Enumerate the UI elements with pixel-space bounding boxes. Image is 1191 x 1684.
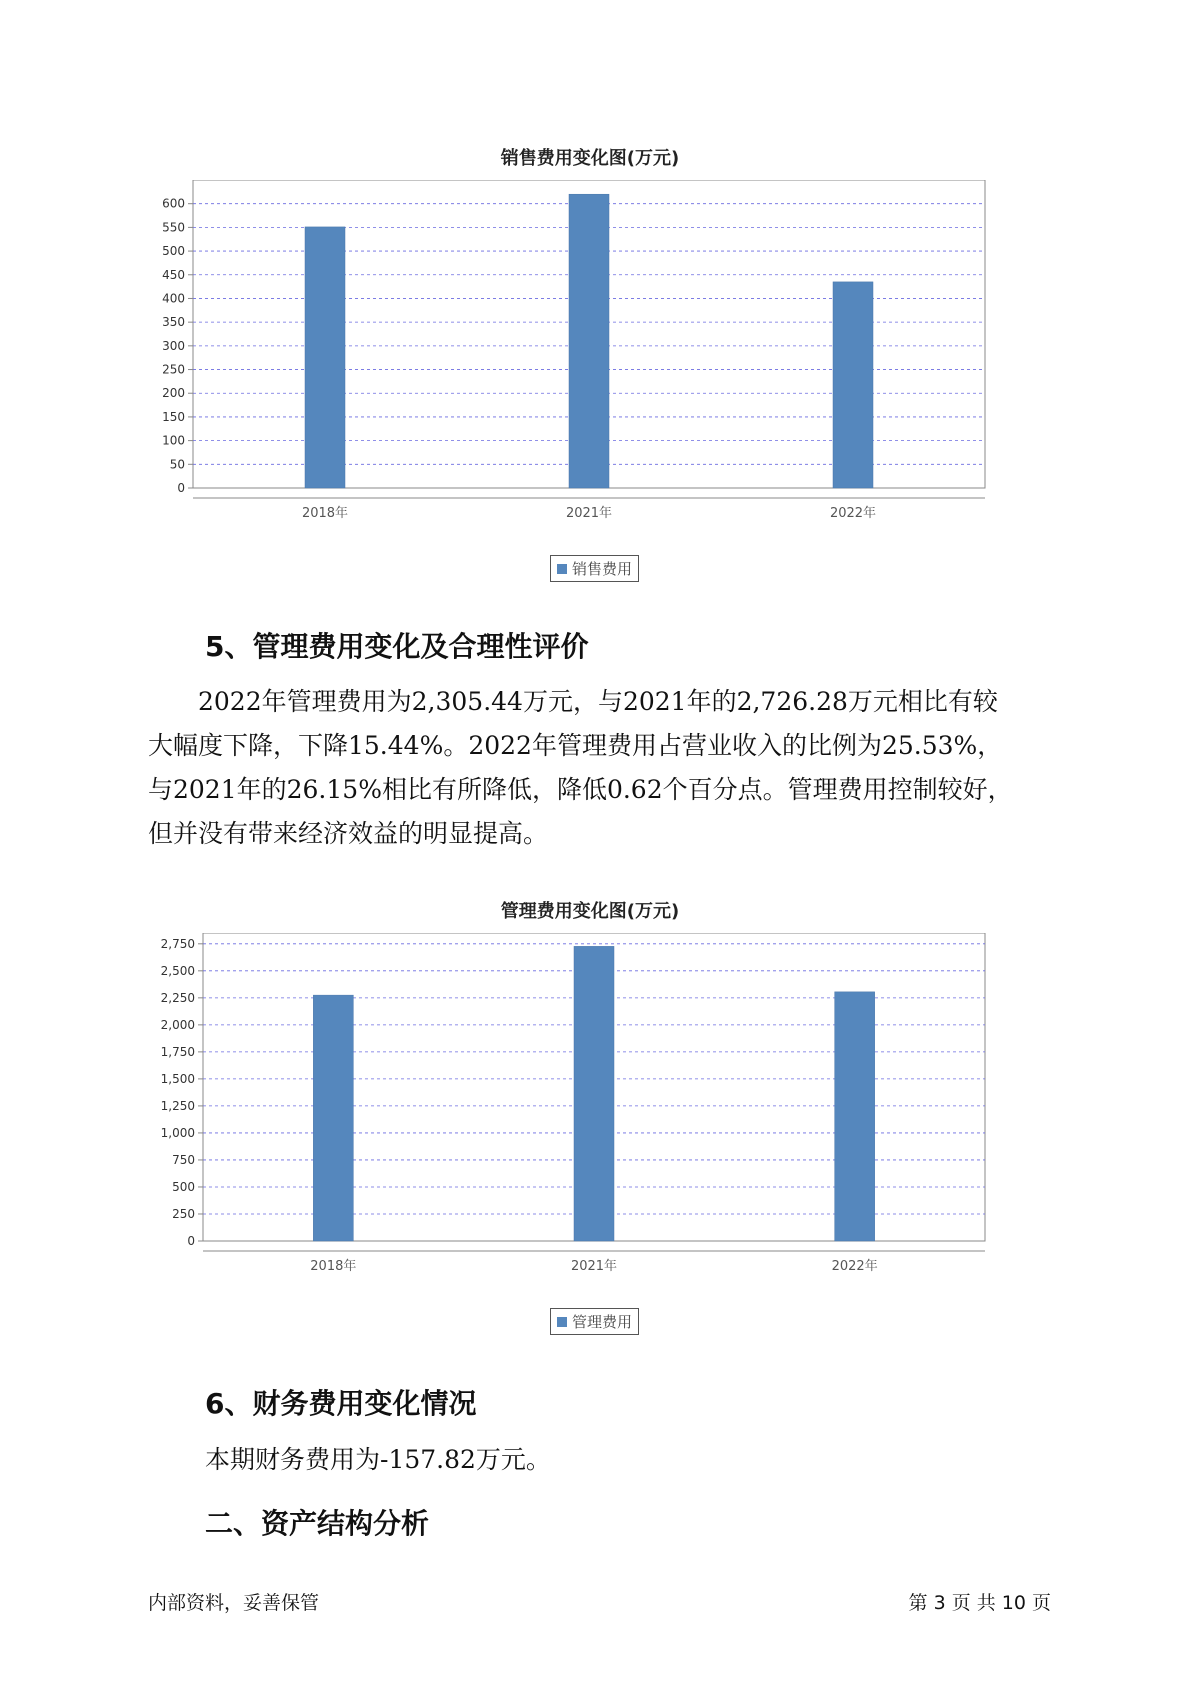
y-tick-label: 0 <box>177 481 185 495</box>
footer-left: 内部资料，妥善保管 <box>148 1592 320 1614</box>
chart-title: 管理费用变化图(万元) <box>500 901 680 922</box>
admin-expense-chart <box>150 893 1030 1343</box>
y-tick-label: 200 <box>162 386 185 401</box>
paragraph-line: 2022年管理费用为2,305.44万元，与2021年的2,726.28万元相比有较 <box>148 687 998 716</box>
y-tick-label: 750 <box>172 1152 195 1167</box>
y-tick-label: 1,500 <box>160 1071 195 1086</box>
sales-expense-chart <box>150 140 1030 590</box>
y-tick-label: 0 <box>187 1234 195 1248</box>
y-tick-label: 2,000 <box>160 1017 195 1032</box>
chart-legend <box>550 555 639 582</box>
section-5-paragraph <box>148 680 1048 856</box>
legend-label: 销售费用 <box>572 560 633 578</box>
y-tick-label: 450 <box>162 267 185 282</box>
x-tick-label: 2018年 <box>310 1259 357 1274</box>
paragraph-line: 但并没有带来经济效益的明显提高。 <box>148 819 549 848</box>
y-tick-label: 400 <box>162 291 185 306</box>
paragraph-line: 大幅度下降，下降15.44%。2022年管理费用占营业收入的比例为25.53%， <box>148 731 1003 760</box>
chart-plot <box>150 180 1030 580</box>
x-tick-label: 2018年 <box>301 506 349 521</box>
x-tick-label: 2021年 <box>565 506 613 521</box>
y-tick-label: 500 <box>172 1179 195 1194</box>
y-tick-label: 2,500 <box>160 963 195 978</box>
x-tick-label: 2022年 <box>829 506 877 521</box>
section-two-heading: 二、资产结构分析 <box>205 1507 430 1540</box>
paragraph-line: 本期财务费用为-157.82万元。 <box>205 1445 551 1474</box>
bar <box>574 946 614 1241</box>
y-tick-label: 100 <box>162 433 185 448</box>
y-tick-label: 350 <box>162 315 185 330</box>
y-tick-label: 150 <box>162 409 185 424</box>
bar <box>313 995 353 1241</box>
y-tick-label: 250 <box>162 362 185 377</box>
y-tick-label: 50 <box>169 457 185 472</box>
section-6-heading: 6、财务费用变化情况 <box>205 1387 477 1420</box>
y-tick-label: 300 <box>162 338 185 353</box>
chart-title: 销售费用变化图(万元) <box>500 148 680 169</box>
y-tick-label: 1,000 <box>160 1125 195 1140</box>
bar <box>835 992 875 1241</box>
y-tick-label: 600 <box>162 196 185 211</box>
chart-plot <box>150 933 1030 1333</box>
y-tick-label: 1,250 <box>160 1098 195 1113</box>
legend-swatch <box>557 1317 567 1327</box>
y-tick-label: 1,750 <box>160 1044 195 1059</box>
y-tick-label: 500 <box>162 244 185 259</box>
chart-legend <box>550 1308 639 1335</box>
y-tick-label: 2,250 <box>160 990 195 1005</box>
y-tick-label: 550 <box>162 220 185 235</box>
section-5-heading: 5、管理费用变化及合理性评价 <box>205 630 589 663</box>
bar <box>833 282 873 488</box>
y-tick-label: 250 <box>172 1206 195 1221</box>
section-6-paragraph <box>205 1438 1105 1482</box>
footer-page-number: 第 3 页 共 10 页 <box>908 1592 1051 1614</box>
legend-swatch <box>557 564 567 574</box>
legend-label: 管理费用 <box>572 1313 633 1331</box>
paragraph-line: 与2021年的26.15%相比有所降低，降低0.62个百分点。管理费用控制较好， <box>148 775 1013 804</box>
x-tick-label: 2021年 <box>570 1259 618 1274</box>
bar <box>569 194 609 488</box>
y-tick-label: 2,750 <box>160 936 195 951</box>
bar <box>305 227 345 488</box>
x-tick-label: 2022年 <box>831 1259 878 1274</box>
